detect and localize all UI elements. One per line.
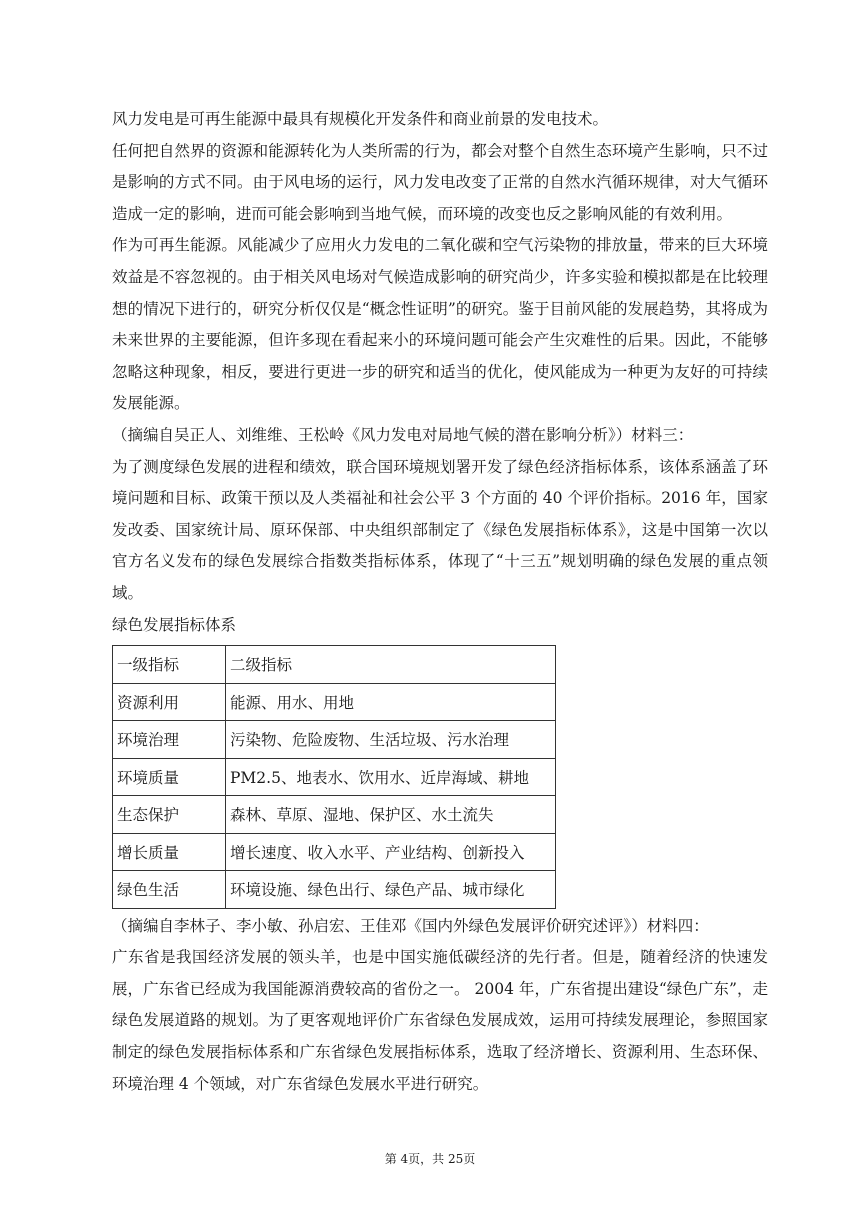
source-citation: （摘编自李林子、李小敏、孙启宏、王佳邓《国内外绿色发展评价研究述评》）材料四： <box>112 916 709 935</box>
table-row <box>113 721 556 759</box>
table-cell: 增长质量 <box>113 833 226 871</box>
table-cell: 能源、用水、用地 <box>226 683 556 721</box>
paragraph: 为了测度绿色发展的进程和绩效，联合国环境规划署开发了绿色经济指标体系，该体系涵盖了环境问题和目标、政策干预以及人类福祉和社会公平 3 个方面的 40 个评价指标。2016 年，国家发改委、国家统计局、原环保部、中央组织部制定了《绿色发展指标体系》，这是中国第一次以官方名义发布的绿色发展综合指数类指标体系，体现了“十三五”规划明确的绿色发展的重点领域。 <box>112 457 768 602</box>
table-cell: 森林、草原、湿地、保护区、水土流失 <box>226 796 556 834</box>
indicator-table <box>112 645 556 909</box>
table-header-cell: 一级指标 <box>113 646 226 684</box>
table-cell: 环境设施、绿色出行、绿色产品、城市绿化 <box>226 871 556 909</box>
table-caption: 绿色发展指标体系 <box>112 615 237 634</box>
table-row <box>113 833 556 871</box>
table-row <box>113 796 556 834</box>
table-cell: 绿色生活 <box>113 871 226 909</box>
table-cell: 资源利用 <box>113 683 226 721</box>
table-row <box>113 758 556 796</box>
table-header-cell: 二级指标 <box>226 646 556 684</box>
table-header-row <box>113 646 556 684</box>
table-cell: 生态保护 <box>113 796 226 834</box>
source-citation: （摘编自吴正人、刘维维、王松岭《风力发电对局地气候的潜在影响分析》）材料三： <box>112 425 694 444</box>
table-cell: 环境质量 <box>113 758 226 796</box>
table-cell: 增长速度、收入水平、产业结构、创新投入 <box>226 833 556 871</box>
table-row <box>113 683 556 721</box>
table-cell: PM2.5、地表水、饮用水、近岸海域、耕地 <box>226 758 556 796</box>
document-page <box>112 104 768 1100</box>
paragraph: 作为可再生能源。风能减少了应用火力发电的二氧化碳和空气污染物的排放量，带来的巨大环境效益是不容忽视的。由于相关风电场对气候造成影响的研究尚少，许多实验和模拟都是在比较理想的情况下进行的，研究分析仅仅是“概念性证明”的研究。鉴于目前风能的发展趋势，其将成为未来世界的主要能源，但许多现在看起来小的环境问题可能会产生灾难性的后果。因此，不能够忽略这种现象，相反，要进行更进一步的研究和适当的优化，使风能成为一种更为友好的可持续发展能源。 <box>112 236 768 413</box>
table-cell: 污染物、危险废物、生活垃圾、污水治理 <box>226 721 556 759</box>
paragraph: 广东省是我国经济发展的领头羊，也是中国实施低碳经济的先行者。但是，随着经济的快速发展，广东省已经成为我国能源消费较高的省份之一。 2004 年，广东省提出建设“绿色广东”，走绿色发展道路的规划。为了更客观地评价广东省绿色发展成效，运用可持续发展理论，参照国家制定的绿色发展指标体系和广东省绿色发展指标体系，选取了经济增长、资源利用、生态环保、环境治理 4 个领域，对广东省绿色发展水平进行研究。 <box>112 948 768 1093</box>
table-cell: 环境治理 <box>113 721 226 759</box>
paragraph: 任何把自然界的资源和能源转化为人类所需的行为，都会对整个自然生态环境产生影响，只不过是影响的方式不同。由于风电场的运行，风力发电改变了正常的自然水汽循环规律，对大气循环造成一定的影响，进而可能会影响到当地气候，而环境的改变也反之影响风能的有效利用。 <box>112 141 768 223</box>
table-row <box>113 871 556 909</box>
paragraph: 风力发电是可再生能源中最具有规模化开发条件和商业前景的发电技术。 <box>112 110 609 128</box>
page-number: 第 4页，共 25页 <box>384 1152 476 1166</box>
